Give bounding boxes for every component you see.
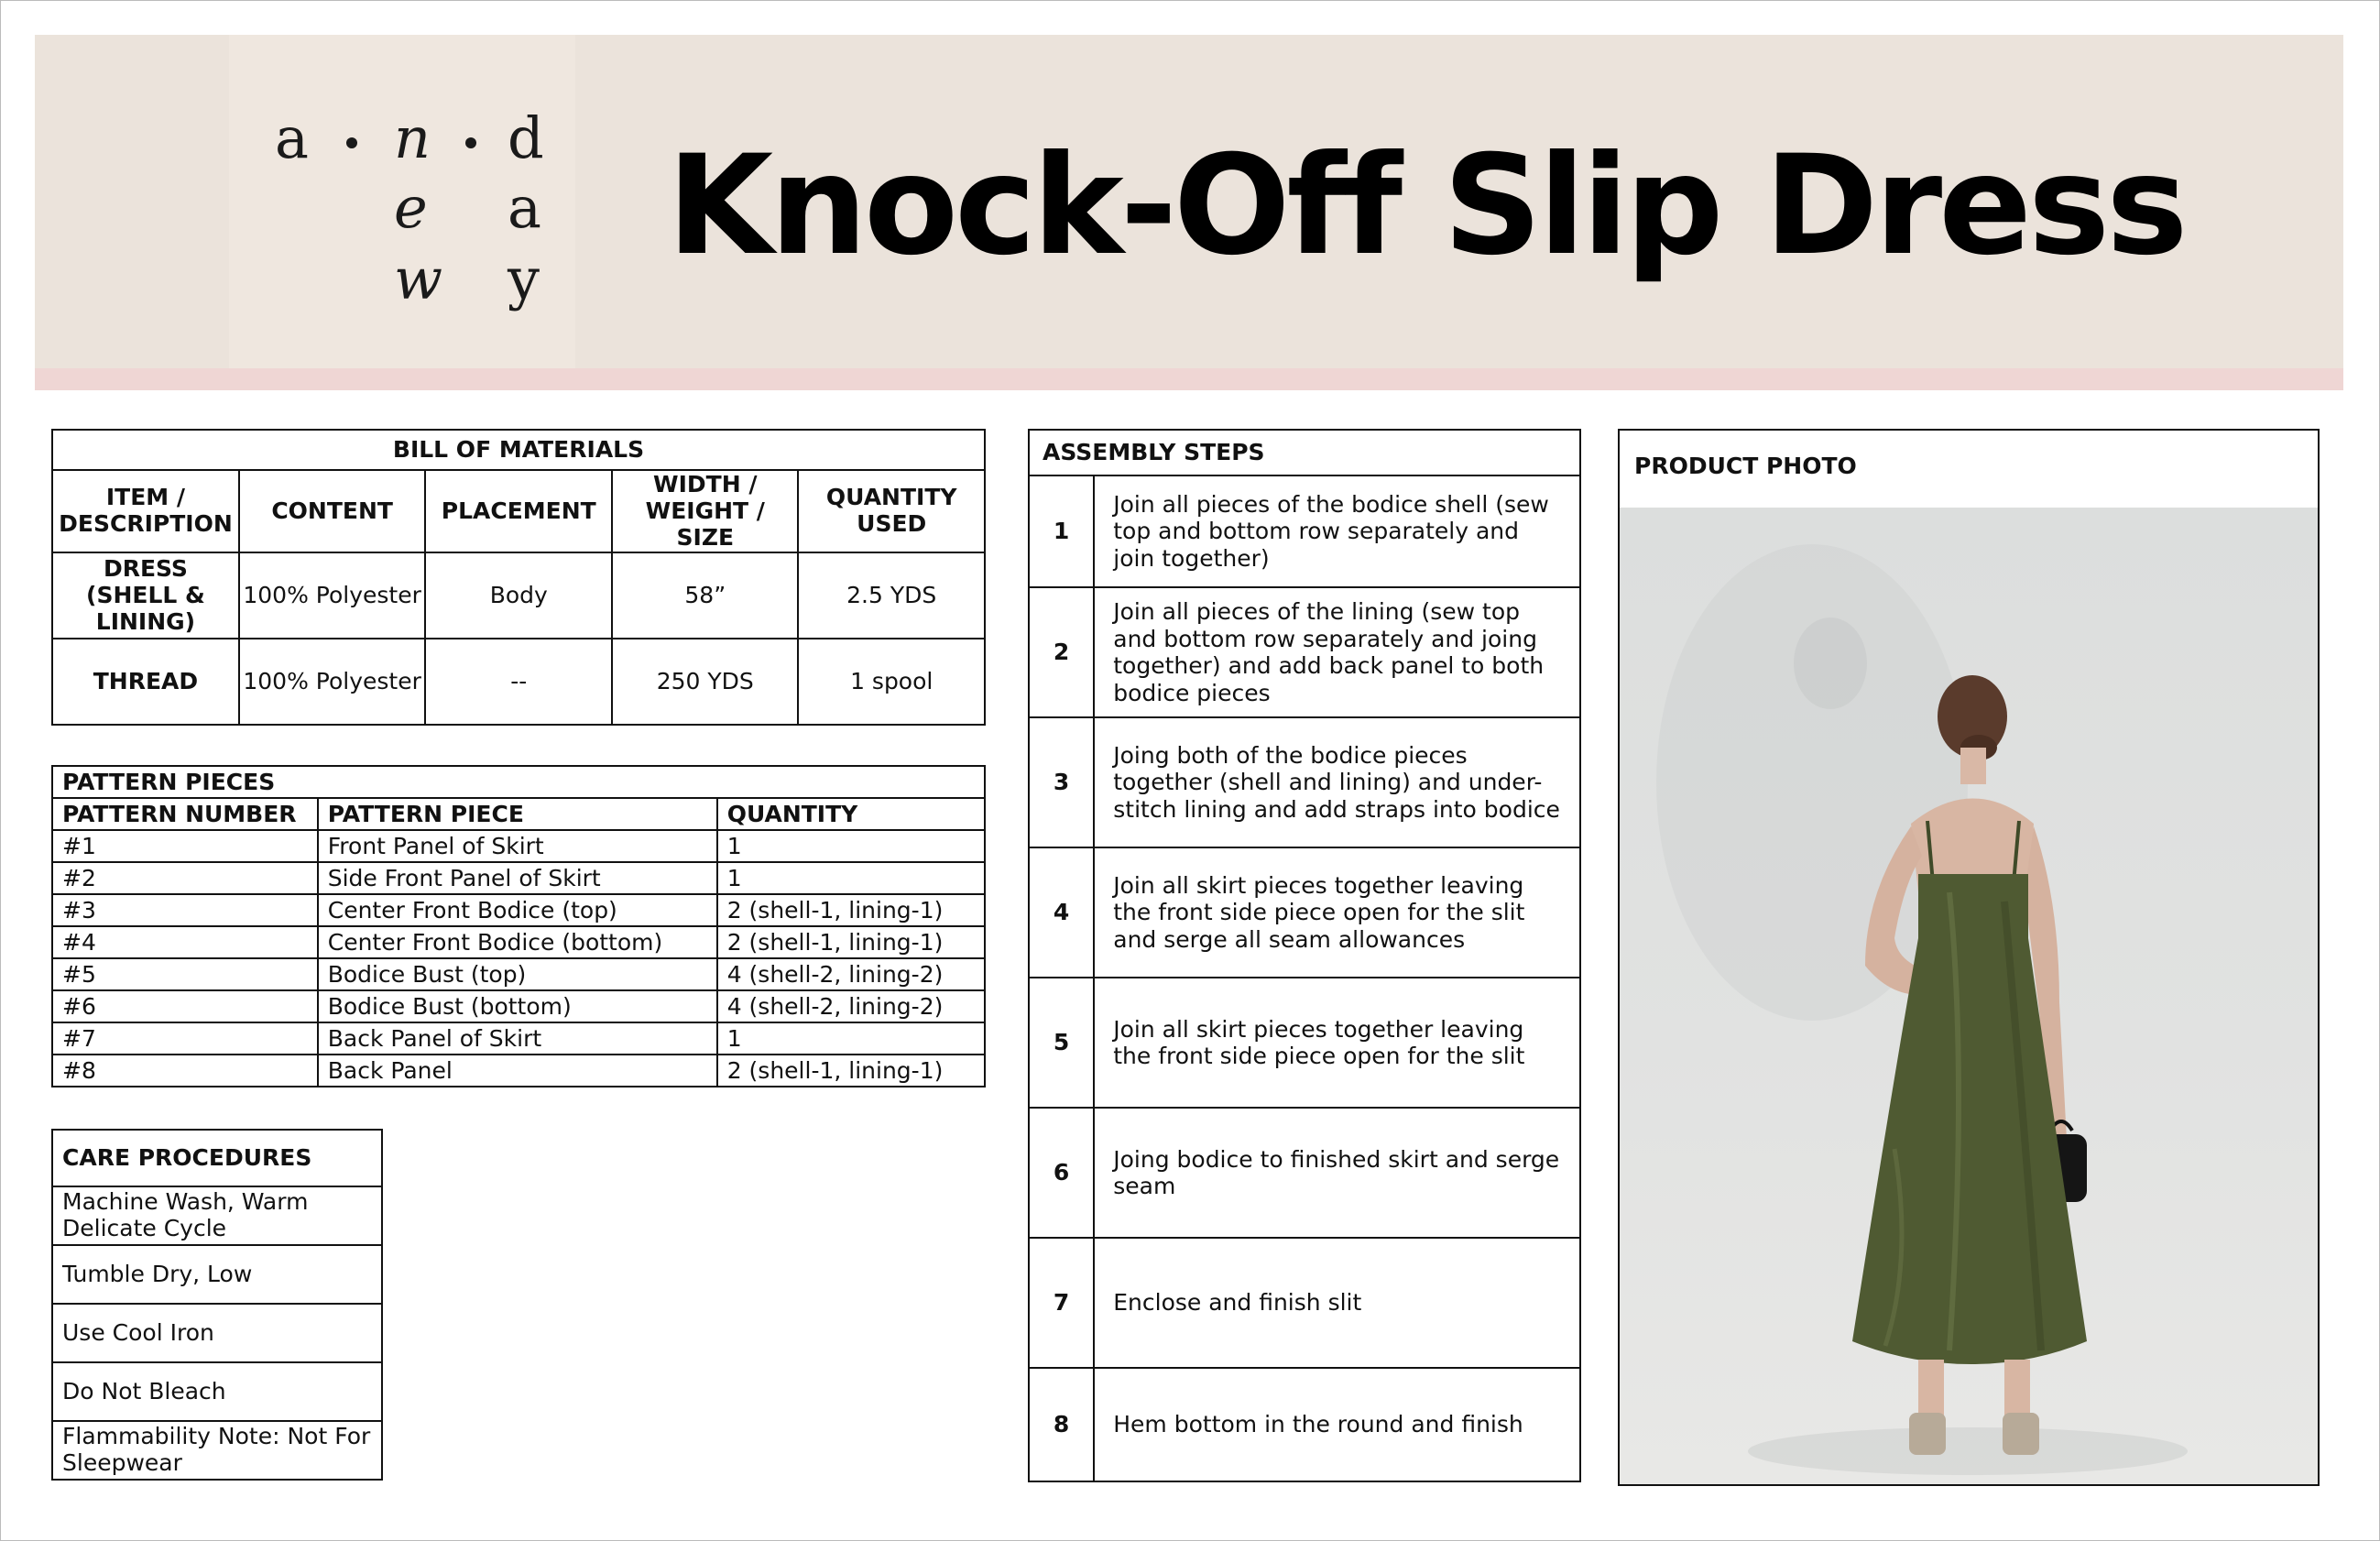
step-number: 5	[1029, 978, 1094, 1108]
pattern-piece: Center Front Bodice (top)	[318, 894, 717, 926]
pattern-quantity: 2 (shell-1, lining-1)	[717, 1055, 985, 1087]
logo-letter-a: a	[275, 104, 309, 171]
bom-qty: 1 spool	[798, 639, 985, 725]
bom-col-item: ITEM / DESCRIPTION	[52, 470, 239, 552]
list-item	[1029, 587, 1580, 717]
list-item	[1029, 978, 1580, 1108]
pattern-number: #2	[52, 862, 318, 894]
list-item	[1029, 1238, 1580, 1368]
care-item: Use Cool Iron	[52, 1304, 382, 1362]
pattern-col-piece: PATTERN PIECE	[318, 798, 717, 830]
bom-content: 100% Polyester	[239, 552, 425, 639]
logo-letter-d: d	[508, 104, 544, 171]
bill-of-materials-table	[51, 429, 986, 726]
table-row	[52, 639, 985, 725]
list-item	[1029, 717, 1580, 847]
list-item	[1029, 1368, 1580, 1481]
care-heading: CARE PROCEDURES	[52, 1130, 382, 1186]
pattern-piece: Center Front Bodice (bottom)	[318, 926, 717, 958]
pattern-col-quantity: QUANTITY	[717, 798, 985, 830]
bom-item: THREAD	[52, 639, 239, 725]
list-item	[1029, 847, 1580, 978]
table-row	[52, 958, 985, 990]
header-accent-stripe	[35, 368, 2343, 390]
table-row	[52, 552, 985, 639]
model-illustration	[1620, 508, 2318, 1484]
assembly-steps-table	[1028, 429, 1581, 1482]
step-number: 1	[1029, 475, 1094, 587]
step-text: Enclose and finish slit	[1094, 1238, 1580, 1368]
pattern-piece: Side Front Panel of Skirt	[318, 862, 717, 894]
care-item: Machine Wash, Warm Delicate Cycle	[52, 1186, 382, 1245]
pattern-quantity: 4 (shell-2, lining-2)	[717, 958, 985, 990]
table-row	[52, 894, 985, 926]
product-photo-panel	[1618, 429, 2320, 1486]
bom-placement: --	[425, 639, 612, 725]
pattern-number: #7	[52, 1022, 318, 1055]
table-row	[52, 1022, 985, 1055]
logo-letter-y: y	[508, 246, 540, 312]
bom-heading: BILL OF MATERIALS	[52, 430, 985, 470]
table-row	[52, 926, 985, 958]
pattern-number: #3	[52, 894, 318, 926]
table-row	[52, 990, 985, 1022]
pattern-quantity: 1	[717, 830, 985, 862]
step-text: Join all skirt pieces together leaving the front side piece open for the slit and serge all seam allowances	[1094, 847, 1580, 978]
page-title: Knock-Off Slip Dress	[667, 126, 2185, 286]
pattern-piece: Bodice Bust (bottom)	[318, 990, 717, 1022]
care-item: Flammability Note: Not For Sleepwear	[52, 1421, 382, 1480]
step-text: Join all pieces of the bodice shell (sew top and bottom row separately and join together)	[1094, 475, 1580, 587]
pattern-number: #6	[52, 990, 318, 1022]
pattern-pieces-table	[51, 765, 986, 1087]
bom-qty: 2.5 YDS	[798, 552, 985, 639]
table-row	[52, 1055, 985, 1087]
step-number: 3	[1029, 717, 1094, 847]
logo-dot	[346, 137, 357, 148]
step-text: Join all skirt pieces together leaving the front side piece open for the slit	[1094, 978, 1580, 1108]
list-item	[1029, 475, 1580, 587]
care-item: Do Not Bleach	[52, 1362, 382, 1421]
pattern-quantity: 1	[717, 862, 985, 894]
pattern-heading: PATTERN PIECES	[52, 766, 985, 798]
logo-letter-e: e	[394, 174, 428, 241]
step-number: 8	[1029, 1368, 1094, 1481]
pattern-number: #4	[52, 926, 318, 958]
bom-item: DRESS (SHELL & LINING)	[52, 552, 239, 639]
step-number: 6	[1029, 1108, 1094, 1238]
bom-size: 58”	[612, 552, 798, 639]
step-number: 4	[1029, 847, 1094, 978]
logo-dot	[465, 137, 476, 148]
pattern-number: #8	[52, 1055, 318, 1087]
pattern-piece: Bodice Bust (top)	[318, 958, 717, 990]
bom-placement: Body	[425, 552, 612, 639]
pattern-piece: Back Panel	[318, 1055, 717, 1087]
step-text: Join all pieces of the lining (sew top and bottom row separately and joing together) and add back panel to both bodice pieces	[1094, 587, 1580, 717]
pattern-number: #1	[52, 830, 318, 862]
pattern-quantity: 2 (shell-1, lining-1)	[717, 926, 985, 958]
bom-col-placement: PLACEMENT	[425, 470, 612, 552]
logo-letter-n: n	[394, 104, 431, 171]
bom-size: 250 YDS	[612, 639, 798, 725]
pattern-piece: Front Panel of Skirt	[318, 830, 717, 862]
pattern-quantity: 2 (shell-1, lining-1)	[717, 894, 985, 926]
bom-col-content: CONTENT	[239, 470, 425, 552]
pattern-number: #5	[52, 958, 318, 990]
table-row	[52, 830, 985, 862]
list-item	[1029, 1108, 1580, 1238]
pattern-col-number: PATTERN NUMBER	[52, 798, 318, 830]
step-text: Hem bottom in the round and finish	[1094, 1368, 1580, 1481]
bom-col-size: WIDTH / WEIGHT / SIZE	[612, 470, 798, 552]
bom-content: 100% Polyester	[239, 639, 425, 725]
product-photo	[1620, 508, 2318, 1484]
step-text: Joing bodice to finished skirt and serge seam	[1094, 1108, 1580, 1238]
table-row	[52, 862, 985, 894]
care-item: Tumble Dry, Low	[52, 1245, 382, 1304]
step-number: 2	[1029, 587, 1094, 717]
pattern-piece: Back Panel of Skirt	[318, 1022, 717, 1055]
assembly-heading: ASSEMBLY STEPS	[1029, 430, 1580, 475]
logo-letter-a2: a	[508, 174, 541, 241]
product-photo-heading: PRODUCT PHOTO	[1634, 453, 1857, 479]
step-text: Joing both of the bodice pieces together (shell and lining) and under-stitch lining and add straps into bodice	[1094, 717, 1580, 847]
logo-letter-w: w	[394, 246, 443, 312]
care-procedures-table	[51, 1129, 383, 1481]
bom-col-qty: QUANTITY USED	[798, 470, 985, 552]
step-number: 7	[1029, 1238, 1094, 1368]
pattern-quantity: 1	[717, 1022, 985, 1055]
brand-logo	[229, 35, 575, 368]
pattern-quantity: 4 (shell-2, lining-2)	[717, 990, 985, 1022]
